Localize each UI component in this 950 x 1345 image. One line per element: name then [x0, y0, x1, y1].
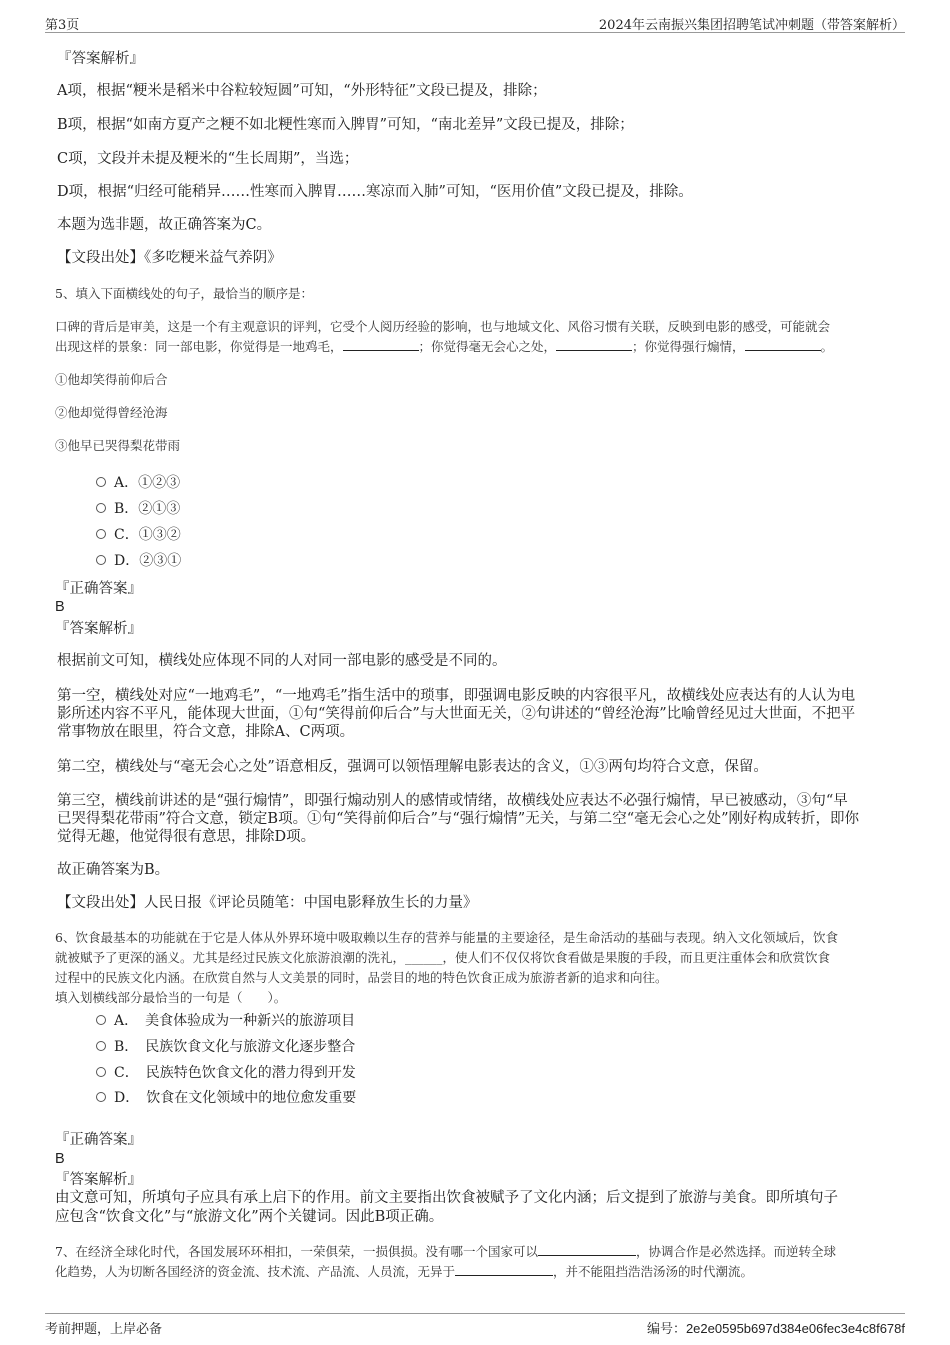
q5-stem: 5、填入下面横线处的句子，最恰当的顺序是： [55, 286, 313, 301]
q6-stem: 6、饮食最基本的功能就在于它是人体从外界环境中吸取赖以生存的营养与能量的主要途径，是生命活动的基础与表现。纳入文化领域后，饮食 [55, 930, 838, 945]
q5-item: ①他却笑得前仰后合 [55, 372, 168, 387]
q6-correct-answer: B [55, 1151, 65, 1167]
q5-item: ②他却觉得曾经沧海 [55, 405, 168, 420]
q4-analysis-line: C项，文段并未提及粳米的“生长周期”，当选； [57, 151, 359, 167]
q6-option-c[interactable]: C． 民族特色饮食文化的潜力得到开发 [96, 1064, 356, 1082]
q7-stem-line: 化趋势，人为切断各国经济的资金流、技术流、产品流、人员流，无异于 ，并不能阻挡浩浩汤汤的时代潮流。 [55, 1264, 754, 1279]
q5-analysis: 常事物放在眼里，符合文意，排除A、C两项。 [57, 724, 355, 740]
q6-analysis-label: 『答案解析』 [55, 1172, 142, 1188]
page-header [45, 12, 905, 33]
q5-analysis: 根据前文可知，横线处应体现不同的人对同一部电影的感受是不同的。 [57, 653, 507, 669]
blank-1 [343, 350, 419, 351]
q5-option-b[interactable]: B．②①③ [96, 500, 180, 518]
q5-source: 【文段出处】人民日报《评论员随笔：中国电影释放生长的力量》 [57, 895, 478, 911]
q5-analysis: 第三空，横线前讲述的是“强行煽情”，即强行煽动别人的感情或情绪，故横线处应表达不必强行煽情，早已被感动，③句“早 [57, 793, 848, 809]
radio-icon[interactable] [96, 1067, 106, 1077]
q5-passage-line: 出现这样的景象：同一部电影，你觉得是一地鸡毛， ；你觉得毫无会心之处， ；你觉得强行煽情， 。 [55, 339, 834, 354]
q5-option-a[interactable]: A．①②③ [96, 474, 180, 492]
q4-source: 【文段出处】《多吃粳米益气养阴》 [57, 250, 282, 266]
q5-analysis-label: 『答案解析』 [55, 621, 142, 637]
q5-item: ③他早已哭得梨花带雨 [55, 438, 181, 453]
radio-icon[interactable] [96, 1041, 106, 1051]
q4-conclusion: 本题为选非题，故正确答案为C。 [57, 217, 272, 233]
q7-stem-line: 7、在经济全球化时代，各国发展环环相扣，一荣俱荣，一损俱损。没有哪一个国家可以 ，协调合作是必然选择。而逆转全球 [55, 1244, 836, 1259]
q6-stem: 就被赋予了更深的涵义。尤其是经过民族文化旅游浪潮的洗礼，______，使人们不仅仅将饮食看做是果腹的手段，而且更注重体会和欣赏饮食 [55, 950, 831, 965]
q5-analysis: 第一空，横线处对应“一地鸡毛”，“一地鸡毛”指生活中的琐事，即强调电影反映的内容很平凡，故横线处应表达有的人认为电 [57, 688, 856, 704]
radio-icon[interactable] [96, 529, 106, 539]
q6-correct-label: 『正确答案』 [55, 1132, 142, 1148]
q5-analysis: 觉得无趣，他觉得很有意思，排除D项。 [57, 829, 316, 845]
q5-option-d[interactable]: D．②③① [96, 552, 181, 570]
q6-stem: 过程中的民族文化内涵。在欣赏自然与人文美景的同时，品尝目的地的特色饮食正成为旅游者新的追求和向往。 [55, 970, 668, 985]
document-code: 编号：2e2e0595b697d384e06fec3e4c8f678f [646, 1321, 905, 1337]
blank-3 [745, 350, 821, 351]
radio-icon[interactable] [96, 477, 106, 487]
footer-slogan: 考前押题，上岸必备 [45, 1322, 163, 1337]
q5-analysis: 影所述内容不平凡，能体现大世面，①句“笑得前仰后合”与大世面无关，②句讲述的“曾经沧海”比喻曾经见过大世面，不把平 [57, 706, 856, 722]
q4-analysis-line: A项，根据“粳米是稻米中谷粒较短圆”可知，“外形特征”文段已提及，排除； [57, 83, 547, 99]
q5-correct-answer: B [55, 599, 65, 615]
q5-option-c[interactable]: C．①③② [96, 526, 181, 544]
radio-icon[interactable] [96, 1092, 106, 1102]
blank-1 [538, 1255, 636, 1256]
document-title: 2024年云南振兴集团招聘笔试冲刺题（带答案解析） [598, 18, 905, 33]
q5-analysis: 第二空，横线处与“毫无会心之处”语意相反，强调可以领悟理解电影表达的含义，①③两句均符合文意，保留。 [57, 759, 768, 775]
blank-2 [556, 350, 632, 351]
q6-stem: 填入划横线部分最恰当的一句是（ ）。 [55, 990, 287, 1005]
q6-analysis: 由文意可知，所填句子应具有承上启下的作用。前文主要指出饮食被赋予了文化内涵；后文提到了旅游与美食。即所填句子 [55, 1190, 838, 1206]
q5-correct-label: 『正确答案』 [55, 581, 142, 597]
radio-icon[interactable] [96, 555, 106, 565]
q6-option-b[interactable]: B． 民族饮食文化与旅游文化逐步整合 [96, 1038, 355, 1056]
q4-analysis-line: D项，根据“归经可能稍异……性寒而入脾胃……寒凉而入肺”可知，“医用价值”文段已提及，排除。 [57, 184, 693, 200]
page-number: 第3页 [45, 18, 80, 33]
q6-option-a[interactable]: A． 美食体验成为一种新兴的旅游项目 [96, 1012, 355, 1030]
q4-analysis-label: 『答案解析』 [57, 51, 144, 67]
q5-analysis: 已哭得梨花带雨”符合文意，锁定B项。①句“笑得前仰后合”与“强行煽情”无关，与第二空“毫无会心之处”刚好构成转折，即你 [57, 811, 860, 827]
q6-option-d[interactable]: D． 饮食在文化领域中的地位愈发重要 [96, 1089, 356, 1107]
radio-icon[interactable] [96, 1015, 106, 1025]
radio-icon[interactable] [96, 503, 106, 513]
q6-analysis: 应包含“饮食文化”与“旅游文化”两个关键词。因此B项正确。 [55, 1209, 444, 1225]
q5-passage-line: 口碑的背后是审美，这是一个有主观意识的评判，它受个人阅历经验的影响，也与地域文化、风俗习惯有关联，反映到电影的感受，可能就会 [55, 319, 831, 334]
page-footer [45, 1313, 905, 1336]
blank-2 [455, 1275, 553, 1276]
q5-conclusion: 故正确答案为B。 [57, 862, 170, 878]
q4-analysis-line: B项，根据“如南方夏产之粳不如北粳性寒而入脾胃”可知，“南北差异”文段已提及，排除； [57, 117, 634, 133]
